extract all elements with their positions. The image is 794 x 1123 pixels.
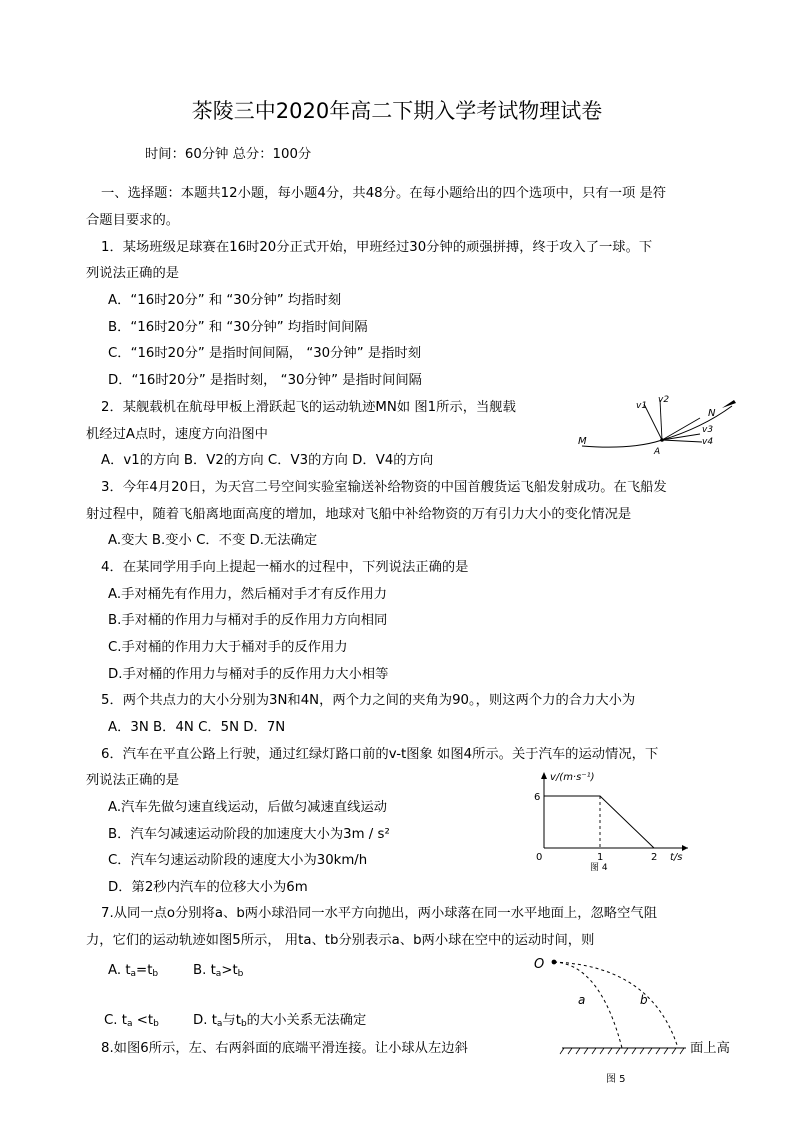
q2-stem-cont: 机经过A点时，速度方向沿图中 [86, 427, 268, 442]
vt-caption: 图 4 [590, 863, 608, 873]
label-v4: v4 [702, 437, 714, 447]
q4-option-a: A.手对桶先有作用力，然后桶对手才有反作用力 [108, 587, 388, 602]
q1-option-a: A．“16时20分” 和 “30分钟” 均指时刻 [108, 293, 342, 308]
vt-xlabel: t/s [670, 852, 683, 863]
q8-stem-right: 面上高 [690, 1041, 730, 1056]
q3-stem-cont: 射过程中，随着飞船离地面高度的增加，地球对飞船中补给物资的万有引力大小的变化情况是 [86, 507, 632, 522]
figure-5-projectile [528, 950, 688, 1090]
fig5-caption: 图 5 [606, 1074, 626, 1085]
vt-xtick-1: 1 [597, 852, 604, 863]
q5-stem: 5．两个共点力的大小分别为3N和4N，两个力之间的夹角为90。，则这两个力的合力大小为 [101, 693, 636, 708]
q6-option-d: D．第2秒内汽车的位移大小为6m [108, 880, 308, 895]
label-b: b [640, 993, 648, 1007]
label-v3: v3 [702, 425, 714, 435]
q3-stem: 3．今年4月20日，为天宫二号空间实验室输送补给物资的中国首艘货运飞船发射成功。在飞船发 [101, 480, 667, 495]
q6-option-b: B．汽车匀减速运动阶段的加速度大小为3m / s² [108, 827, 390, 842]
label-v1: v1 [636, 401, 648, 411]
q4-option-d: D.手对桶的作用力与桶对手的反作用力大小相等 [108, 667, 389, 682]
exam-title: 茶陵三中2020年高二下期入学考试物理试卷 [191, 99, 603, 123]
vt-ylabel: v/(m·s⁻¹) [550, 772, 595, 783]
label-A: A [654, 447, 661, 457]
label-v2: v2 [658, 395, 670, 405]
q7-stem-cont: 力，它们的运动轨迹如图5所示， 用ta、tb分别表示a、b两小球在空中的运动时间，则 [86, 933, 595, 948]
q4-option-b: B.手对桶的作用力与桶对手的反作用力方向相同 [108, 613, 388, 628]
q8-stem: 8.如图6所示，左、右两斜面的底端平滑连接。让小球从左边斜 [101, 1041, 468, 1056]
label-N: N [708, 408, 716, 419]
q6-option-a: A.汽车先做匀速直线运动，后做匀减速直线运动 [108, 800, 388, 815]
figure-4-vt-graph [530, 768, 700, 876]
q3-options: A.变大 B.变小 C．不变 D.无法确定 [108, 533, 318, 548]
vt-xtick-2: 2 [651, 852, 658, 863]
q1-stem-cont: 列说法正确的是 [86, 266, 180, 281]
q7-option-b: B. $t_a>t_b$ [193, 963, 244, 979]
q2-stem: 2．某舰载机在航母甲板上滑跃起飞的运动轨迹MN如 图1所示，当舰载 [101, 400, 516, 415]
section-heading: 一、选择题：本题共12小题，每小题4分，共48分。在每小题给出的四个选项中，只有一项 是符 [101, 186, 667, 201]
q4-stem: 4．在某同学用手向上提起一桶水的过程中，下列说法正确的是 [101, 560, 469, 575]
q7-option-c: C. $t_a <t_b$ [104, 1013, 159, 1029]
q2-options: A．v1的方向 B．V2的方向 C．V3的方向 D．V4的方向 [101, 453, 434, 468]
q1-option-b: B．“16时20分” 和 “30分钟” 均指时间间隔 [108, 320, 368, 335]
q6-option-c: C．汽车匀速运动阶段的速度大小为30km/h [108, 853, 368, 868]
exam-meta: 时间：60分钟 总分：100分 [145, 147, 312, 162]
label-M: M [578, 436, 587, 447]
q4-option-c: C.手对桶的作用力大于桶对手的反作用力 [108, 640, 348, 655]
q1-stem: 1．某场班级足球赛在16时20分正式开始，甲班经过30分钟的顽强拼搏，终于攻入了一球。下 [101, 240, 653, 255]
vt-ytick-6: 6 [534, 792, 541, 803]
q7-option-a: A. $t_a=t_b$ [108, 963, 159, 979]
label-O: O [534, 957, 545, 972]
q6-stem: 6．汽车在平直公路上行驶，通过红绿灯路口前的v-t图象 如图4所示。关于汽车的运动情况，下 [101, 747, 659, 762]
vt-origin: 0 [536, 852, 543, 863]
q1-option-c: C．“16时20分” 是指时间间隔， “30分钟” 是指时刻 [108, 346, 422, 361]
q5-options: A．3N B．4N C．5N D．7N [108, 720, 286, 735]
label-a: a [578, 993, 586, 1007]
q6-stem-cont: 列说法正确的是 [86, 773, 180, 788]
q1-option-d: D．“16时20分” 是指时刻， “30分钟” 是指时间间隔 [108, 373, 422, 388]
figure-1-trajectory [572, 390, 752, 462]
q7-stem: 7.从同一点o分别将a、b两小球沿同一水平方向抛出，两小球落在同一水平地面上，忽略空气阻 [101, 906, 657, 921]
q7-option-d: D. $t_a$与$t_b$的大小关系无法确定 [193, 1013, 367, 1029]
section-heading-cont: 合题目要求的。 [86, 213, 180, 228]
